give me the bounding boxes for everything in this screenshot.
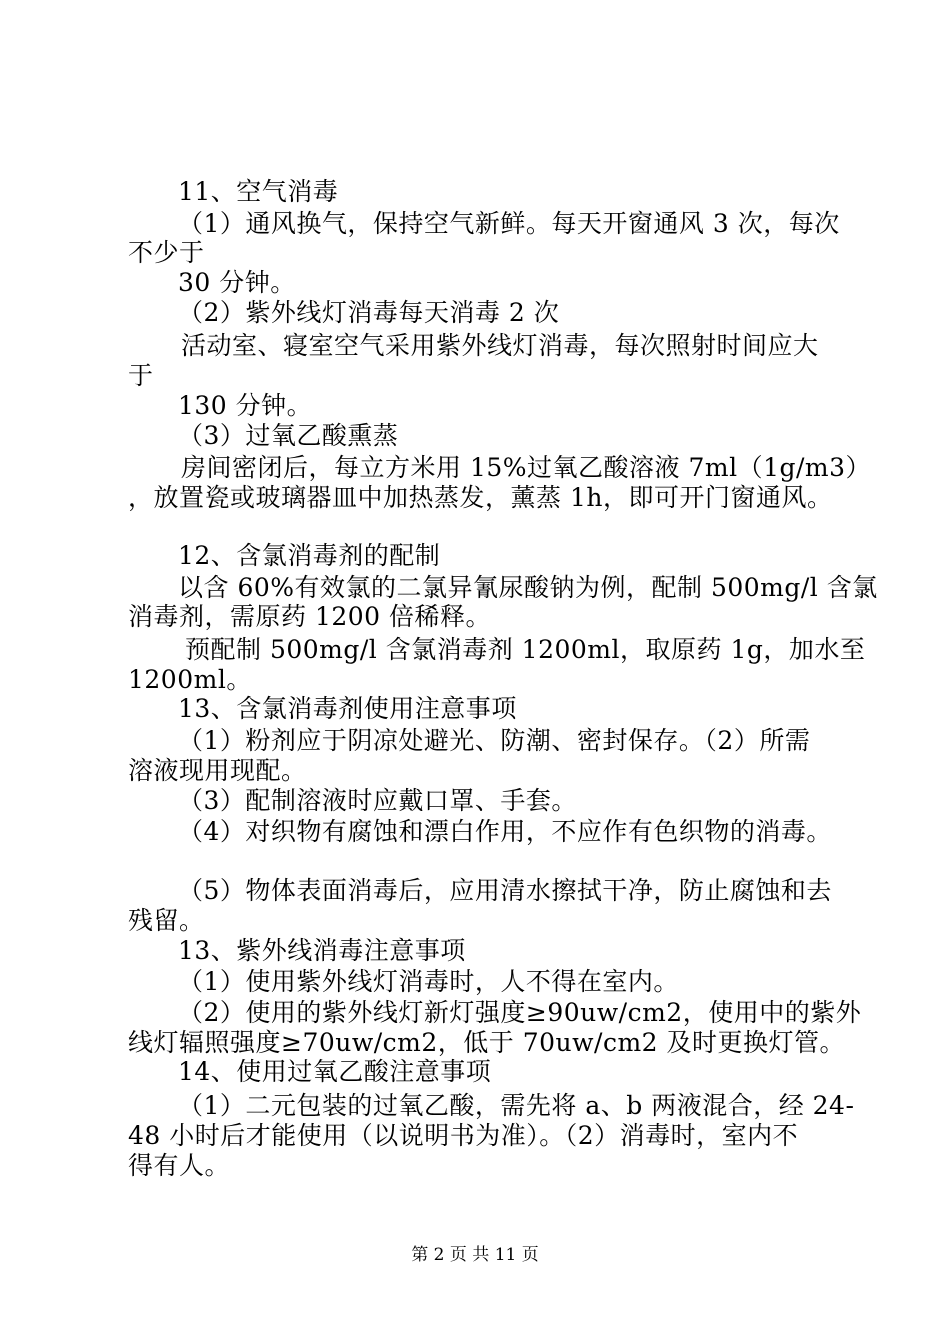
paragraph-line: 130 分钟。 (178, 391, 313, 420)
heading-11: 11、空气消毒 (178, 177, 339, 206)
paragraph-line: 活动室、寝室空气采用紫外线灯消毒，每次照射时间应大 (181, 331, 819, 360)
paragraph-line: 残留。 (128, 906, 205, 935)
paragraph-line: （3）过氧乙酸熏蒸 (178, 421, 399, 450)
paragraph-line: （1）粉剂应于阴凉处避光、防潮、密封保存。（2）所需 (178, 726, 811, 755)
paragraph-line: 房间密闭后，每立方米用 15%过氧乙酸溶液 7ml（1g/m3） (181, 453, 872, 482)
paragraph-line: 48 小时后才能使用（以说明书为准）。（2）消毒时，室内不 (128, 1121, 799, 1150)
paragraph-line: （2）紫外线灯消毒每天消毒 2 次 (178, 298, 560, 327)
paragraph-line: ，放置瓷或玻璃器皿中加热蒸发，薰蒸 1h，即可开门窗通风。 (128, 483, 833, 512)
paragraph-line: 线灯辐照强度≥70uw/cm2，低于 70uw/cm2 及时更换灯管。 (128, 1028, 846, 1057)
paragraph-line: 得有人。 (128, 1151, 231, 1180)
heading-13-uv: 13、紫外线消毒注意事项 (178, 936, 466, 965)
paragraph-line: 不少于 (128, 238, 205, 267)
paragraph-line: （2）使用的紫外线灯新灯强度≥90uw/cm2，使用中的紫外 (178, 998, 862, 1027)
paragraph-line: （4）对织物有腐蚀和漂白作用，不应作有色织物的消毒。 (178, 817, 832, 846)
paragraph-line: （3）配制溶液时应戴口罩、手套。 (178, 786, 577, 815)
paragraph-line: 预配制 500mg/l 含氯消毒剂 1200ml，取原药 1g，加水至 (185, 635, 866, 664)
paragraph-line: 于 (128, 361, 154, 390)
paragraph-line: （5）物体表面消毒后，应用清水擦拭干净，防止腐蚀和去 (178, 876, 832, 905)
paragraph-line: （1）通风换气，保持空气新鲜。每天开窗通风 3 次，每次 (178, 209, 840, 238)
heading-12: 12、含氯消毒剂的配制 (178, 541, 441, 570)
heading-13: 13、含氯消毒剂使用注意事项 (178, 694, 517, 723)
paragraph-line: 消毒剂，需原药 1200 倍稀释。 (128, 602, 492, 631)
page-number-footer: 第 2 页 共 11 页 (411, 1245, 539, 1265)
heading-14: 14、使用过氧乙酸注意事项 (178, 1057, 492, 1086)
paragraph-line: 溶液现用现配。 (128, 756, 307, 785)
paragraph-line: 1200ml。 (128, 665, 252, 694)
paragraph-line: （1）二元包装的过氧乙酸，需先将 a、b 两液混合，经 24- (178, 1091, 855, 1120)
paragraph-line: 以含 60%有效氯的二氯异氰尿酸钠为例，配制 500mg/l 含氯 (178, 573, 878, 602)
paragraph-line: （1）使用紫外线灯消毒时，人不得在室内。 (178, 967, 679, 996)
paragraph-line: 30 分钟。 (178, 268, 296, 297)
